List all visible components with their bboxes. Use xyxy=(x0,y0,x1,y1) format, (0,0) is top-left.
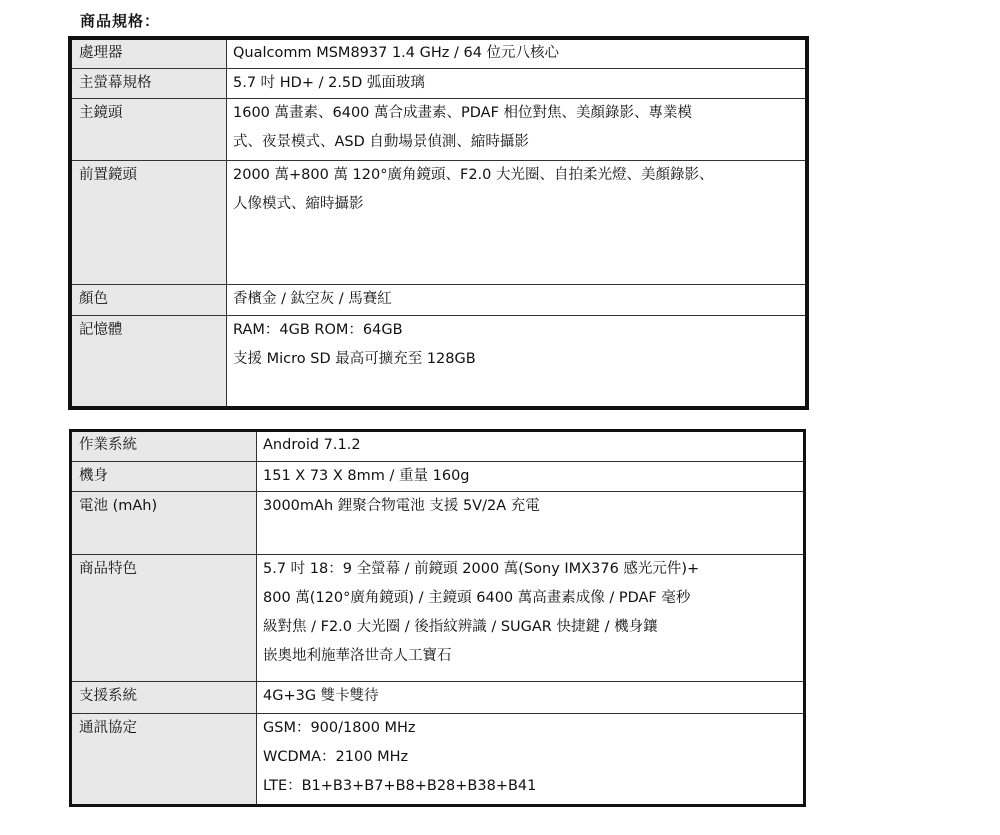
table-row xyxy=(71,316,807,408)
value-line: Android 7.1.2 xyxy=(263,437,361,453)
row-label-processor: 處理器 xyxy=(71,39,227,69)
table-row xyxy=(71,99,807,161)
table-row xyxy=(71,555,805,682)
row-label-main-camera: 主鏡頭 xyxy=(71,99,227,161)
row-value-network xyxy=(257,682,805,714)
row-label-color: 顏色 xyxy=(71,285,227,316)
row-value-memory xyxy=(227,316,807,408)
value-line: 支援 Micro SD 最高可擴充至 128GB xyxy=(233,351,476,367)
spec-heading: 商品規格： xyxy=(80,12,161,30)
table-row xyxy=(71,431,805,462)
table-row xyxy=(71,39,807,69)
table-row xyxy=(71,161,807,285)
row-value-os xyxy=(257,431,805,462)
value-line: 4G+3G 雙卡雙待 xyxy=(263,688,379,704)
table-row xyxy=(71,462,805,492)
row-value-main-camera xyxy=(227,99,807,161)
value-line: Qualcomm MSM8937 1.4 GHz / 64 位元八核心 xyxy=(233,45,560,61)
spec-table-primary xyxy=(70,38,807,408)
table-row xyxy=(71,492,805,555)
row-value-features xyxy=(257,555,805,682)
value-line: 人像模式、縮時攝影 xyxy=(233,196,364,212)
value-line: 1600 萬畫素、6400 萬合成畫素、PDAF 相位對焦、美顏錄影、專業模 xyxy=(233,105,693,121)
table-row xyxy=(71,285,807,316)
row-value-color xyxy=(227,285,807,316)
table-row xyxy=(71,682,805,714)
row-label-features: 商品特色 xyxy=(71,555,257,682)
value-line: WCDMA：2100 MHz xyxy=(263,749,409,765)
row-label-protocol: 通訊協定 xyxy=(71,714,257,806)
row-label-battery: 電池 (mAh) xyxy=(71,492,257,555)
row-value-screen xyxy=(227,69,807,99)
row-label-screen: 主螢幕規格 xyxy=(71,69,227,99)
row-label-front-camera: 前置鏡頭 xyxy=(71,161,227,285)
value-line: 5.7 吋 HD+ / 2.5D 弧面玻璃 xyxy=(233,75,425,91)
row-value-body xyxy=(257,462,805,492)
row-label-memory: 記憶體 xyxy=(71,316,227,408)
value-line: 800 萬(120°廣角鏡頭) / 主鏡頭 6400 萬高畫素成像 / PDAF 毫秒 xyxy=(263,590,691,606)
value-line: 5.7 吋 18：9 全螢幕 / 前鏡頭 2000 萬(Sony IMX376 感光元件)+ xyxy=(263,561,700,577)
spec-table-secondary xyxy=(70,430,805,806)
value-line: 香檳金 / 鈦空灰 / 馬賽紅 xyxy=(233,291,392,307)
value-line: 級對焦 / F2.0 大光圈 / 後指紋辨識 / SUGAR 快捷鍵 / 機身鑲 xyxy=(263,619,658,635)
value-line: 式、夜景模式、ASD 自動場景偵測、縮時攝影 xyxy=(233,134,529,150)
value-line: 嵌奧地利施華洛世奇人工寶石 xyxy=(263,648,452,664)
row-value-front-camera xyxy=(227,161,807,285)
table-row xyxy=(71,714,805,806)
value-line: 2000 萬+800 萬 120°廣角鏡頭、F2.0 大光圈、自拍柔光燈、美顏錄影、 xyxy=(233,167,714,183)
value-line: LTE：B1+B3+B7+B8+B28+B38+B41 xyxy=(263,778,537,794)
value-line: RAM：4GB ROM：64GB xyxy=(233,322,403,338)
value-line: GSM：900/1800 MHz xyxy=(263,720,416,736)
table-row xyxy=(71,69,807,99)
row-label-network: 支援系統 xyxy=(71,682,257,714)
row-label-body: 機身 xyxy=(71,462,257,492)
row-value-protocol xyxy=(257,714,805,806)
row-value-battery xyxy=(257,492,805,555)
value-line: 151 X 73 X 8mm / 重量 160g xyxy=(263,468,470,484)
value-line: 3000mAh 鋰聚合物電池 支援 5V/2A 充電 xyxy=(263,498,540,514)
row-label-os: 作業系統 xyxy=(71,431,257,462)
row-value-processor xyxy=(227,39,807,69)
